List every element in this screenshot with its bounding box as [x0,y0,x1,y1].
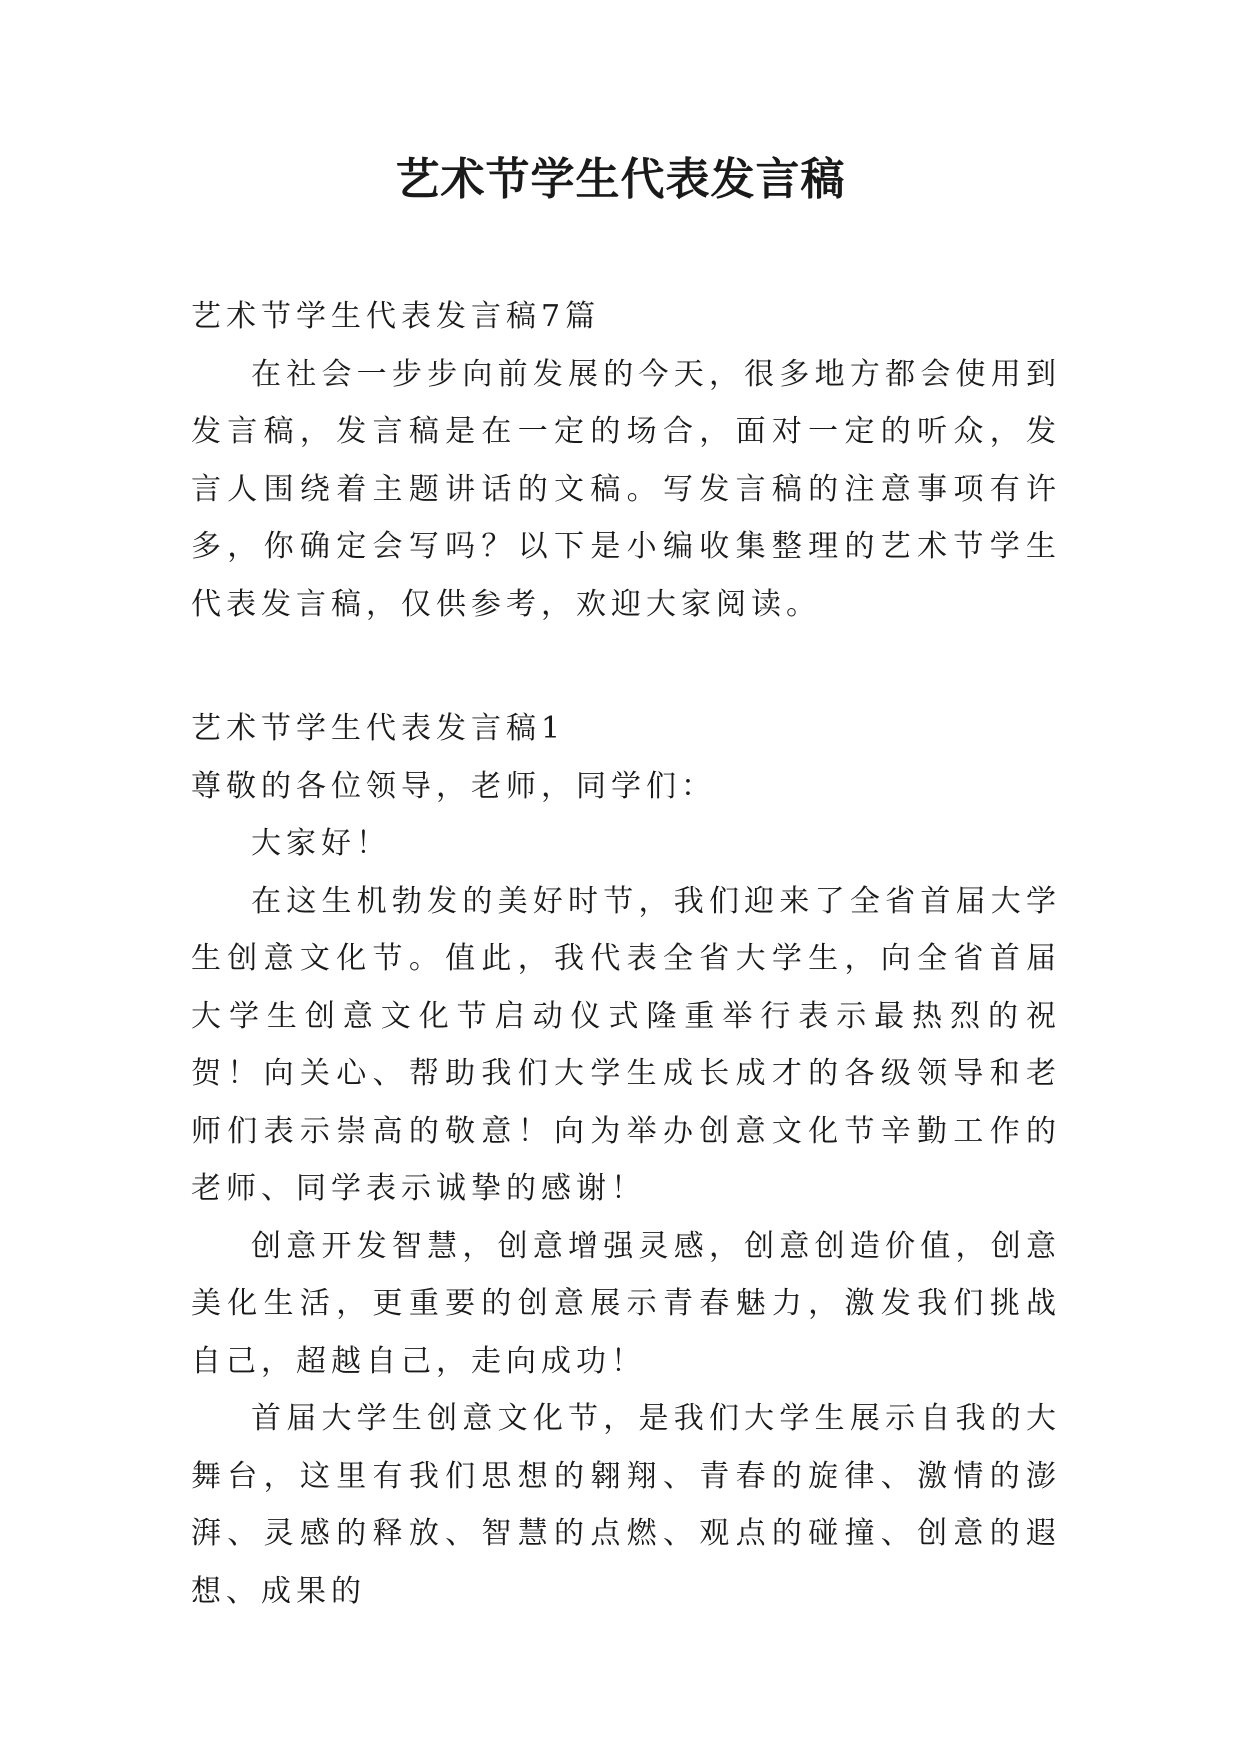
body-paragraph-creativity: 创意开发智慧，创意增强灵感，创意创造价值，创意美化生活，更重要的创意展示青春魅力，激发我们挑战自己，超越自己，走向成功！ [191,1228,1061,1379]
body-paragraph-greeting: 大家好！ [251,826,391,861]
document-title: 艺术节学生代表发言稿 [395,154,846,205]
salutation: 尊敬的各位领导，老师，同学们： [191,768,716,804]
intro-block [191,288,1061,633]
document-subtitle: 艺术节学生代表发言稿7篇 [191,299,601,334]
speech-block [191,700,1061,1620]
intro-paragraph: 在社会一步步向前发展的今天，很多地方都会使用到发言稿，发言稿是在一定的场合，面对一定的听众，发言人围绕着主题讲话的文稿。写发言稿的注意事项有许多，你确定会写吗？以下是小编收集整理的艺术节学生代表发言稿，仅供参考，欢迎大家阅读。 [191,356,1061,622]
body-paragraph-stage: 首届大学生创意文化节，是我们大学生展示自我的大舞台，这里有我们思想的翱翔、青春的旋律、激情的澎湃、灵感的释放、智慧的点燃、观点的碰撞、创意的遐想、成果的 [191,1401,1061,1609]
section-heading: 艺术节学生代表发言稿1 [191,711,566,746]
body-paragraph-congratulations: 在这生机勃发的美好时节，我们迎来了全省首届大学生创意文化节。值此，我代表全省大学生，向全省首届大学生创意文化节启动仪式隆重举行表示最热烈的祝贺！向关心、帮助我们大学生成长成才的各级领导和老师们表示崇高的敬意！向为举办创意文化节辛勤工作的老师、同学表示诚挚的感谢！ [191,883,1061,1206]
